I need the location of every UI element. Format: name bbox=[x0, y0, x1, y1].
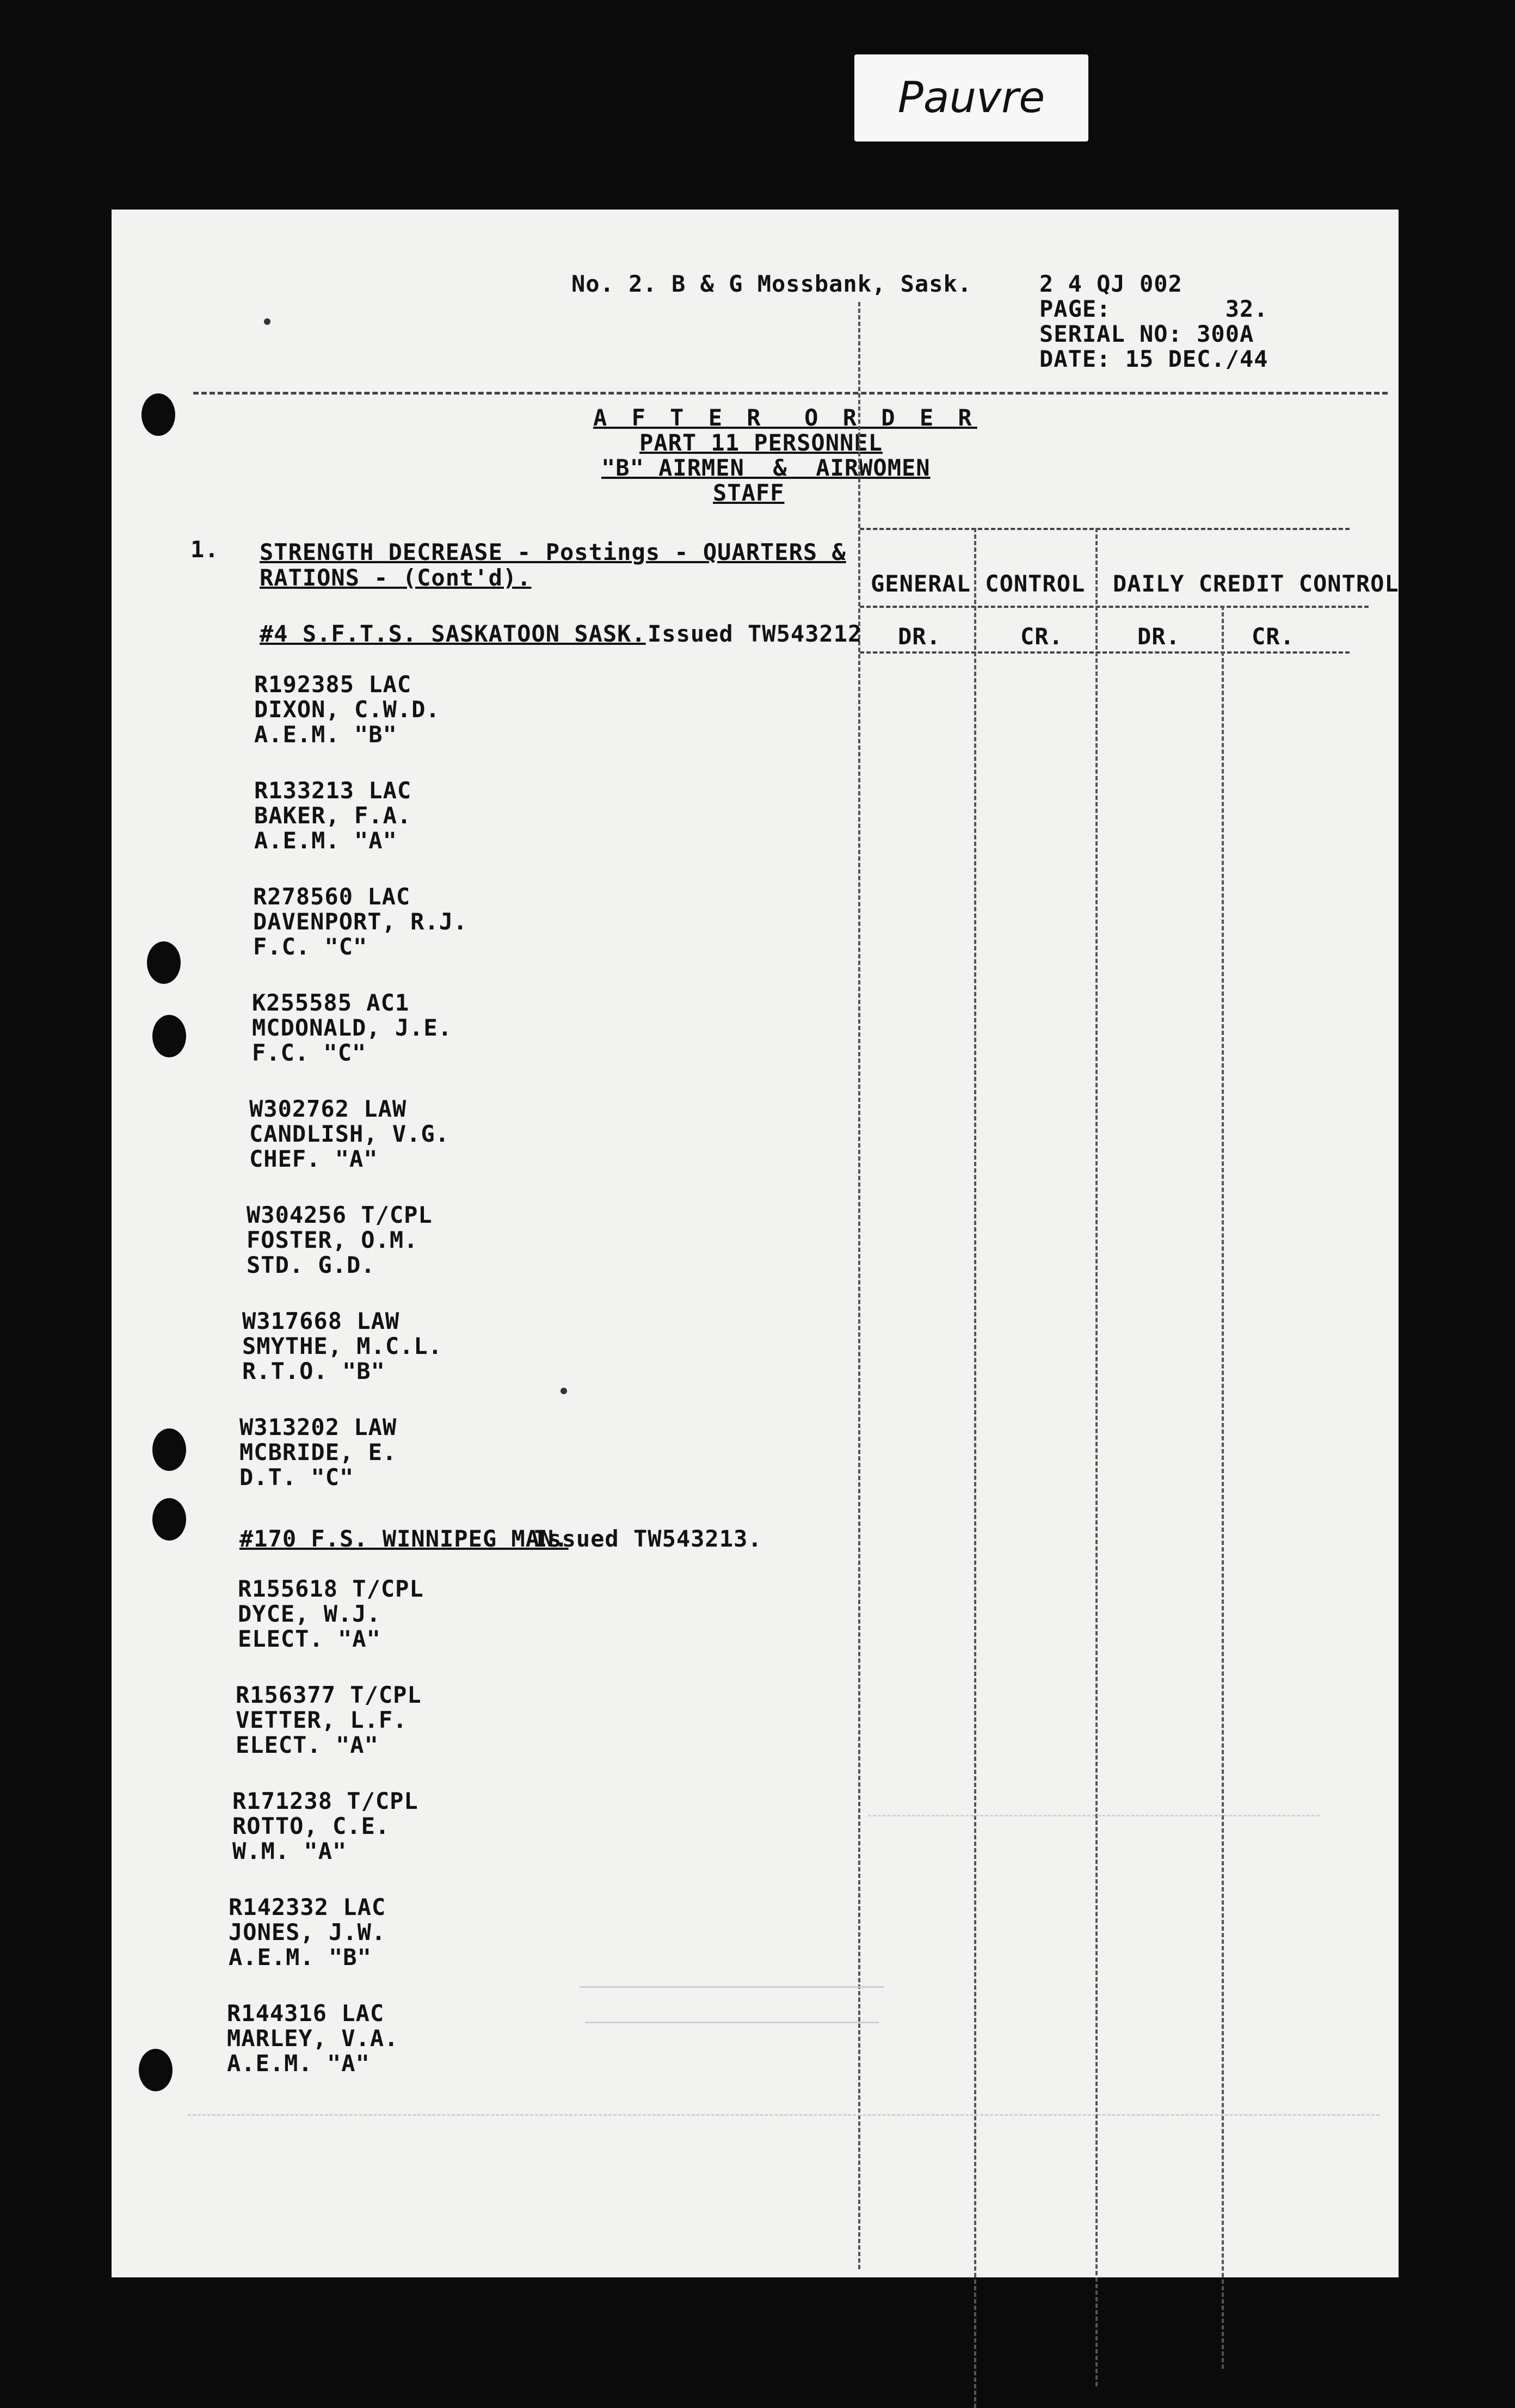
trade-class: A.E.M. "B" bbox=[229, 1944, 372, 1970]
person-name: DYCE, W.J. bbox=[238, 1600, 381, 1627]
column-top-rule bbox=[860, 528, 1350, 530]
ghost-rule bbox=[188, 2114, 1379, 2116]
person-name: DAVENPORT, R.J. bbox=[253, 908, 468, 935]
tag-label: Pauvre bbox=[897, 73, 1045, 122]
trade-class: ELECT. "A" bbox=[238, 1625, 381, 1652]
punch-hole bbox=[141, 393, 175, 436]
column-bottom-rule bbox=[860, 651, 1350, 654]
item-number: 1. bbox=[190, 536, 219, 563]
ghost-rule bbox=[585, 2022, 879, 2023]
section-heading-winnipeg: #170 F.S. WINNIPEG MAN. bbox=[239, 1525, 569, 1552]
stray-mark bbox=[561, 1388, 567, 1394]
trade-class: F.C. "C" bbox=[253, 933, 368, 960]
dr-heading-2: DR. bbox=[1137, 623, 1180, 650]
unit-name: No. 2. B & G Mossbank, Sask. bbox=[571, 270, 972, 297]
column-rule-3 bbox=[1095, 528, 1098, 2386]
service-rank: W302762 LAW bbox=[249, 1095, 407, 1122]
person-name: MCBRIDE, E. bbox=[239, 1439, 397, 1465]
punch-hole bbox=[139, 2049, 173, 2091]
order-date: DATE: 15 DEC./44 bbox=[1039, 346, 1268, 372]
service-rank: R142332 LAC bbox=[229, 1894, 386, 1920]
service-rank: R171238 T/CPL bbox=[232, 1788, 418, 1814]
service-rank: W304256 T/CPL bbox=[247, 1202, 433, 1228]
trade-class: ELECT. "A" bbox=[236, 1732, 379, 1758]
person-name: DIXON, C.W.D. bbox=[254, 696, 440, 723]
ghost-rule bbox=[580, 1986, 884, 1988]
handwritten-tag bbox=[854, 54, 1088, 141]
punch-hole bbox=[152, 1498, 186, 1541]
dr-heading-1: DR. bbox=[898, 623, 941, 650]
trade-class: R.T.O. "B" bbox=[242, 1358, 385, 1384]
service-rank: R155618 T/CPL bbox=[238, 1575, 424, 1602]
column-rule-4 bbox=[1222, 606, 1224, 2369]
cr-heading-2: CR. bbox=[1252, 623, 1295, 650]
document-page bbox=[112, 210, 1399, 2277]
order-staff: STAFF bbox=[713, 479, 785, 506]
punch-hole bbox=[152, 1428, 186, 1471]
person-name: BAKER, F.A. bbox=[254, 802, 412, 829]
ghost-rule bbox=[868, 1815, 1320, 1816]
person-name: MCDONALD, J.E. bbox=[252, 1014, 453, 1041]
item-heading-line1: STRENGTH DECREASE - Postings - QUARTERS & bbox=[260, 539, 846, 565]
trade-class: D.T. "C" bbox=[239, 1464, 354, 1491]
trade-class: W.M. "A" bbox=[232, 1838, 347, 1864]
person-name: VETTER, L.F. bbox=[236, 1707, 408, 1733]
punch-hole bbox=[147, 941, 181, 984]
section-heading-saskatoon: #4 S.F.T.S. SASKATOON SASK. bbox=[260, 620, 646, 647]
serial-number: SERIAL NO: 300A bbox=[1039, 321, 1254, 347]
service-rank: R133213 LAC bbox=[254, 777, 412, 804]
trade-class: A.E.M. "A" bbox=[254, 827, 397, 854]
person-name: JONES, J.W. bbox=[229, 1919, 386, 1945]
punch-hole bbox=[152, 1015, 186, 1057]
column-mid-rule bbox=[860, 606, 1369, 608]
header-divider bbox=[193, 392, 1388, 395]
order-code: 2 4 QJ 002 bbox=[1039, 270, 1183, 297]
person-name: FOSTER, O.M. bbox=[247, 1227, 418, 1253]
trade-class: CHEF. "A" bbox=[249, 1146, 378, 1172]
service-rank: R192385 LAC bbox=[254, 671, 412, 698]
trade-class: F.C. "C" bbox=[252, 1039, 367, 1066]
person-name: ROTTO, C.E. bbox=[232, 1813, 390, 1839]
trade-class: A.E.M. "A" bbox=[227, 2050, 370, 2077]
service-rank: W313202 LAW bbox=[239, 1414, 397, 1440]
person-name: CANDLISH, V.G. bbox=[249, 1120, 450, 1147]
general-control-heading: GENERAL CONTROL bbox=[871, 570, 1086, 597]
cr-heading-1: CR. bbox=[1020, 623, 1063, 650]
trade-class: STD. G.D. bbox=[247, 1252, 375, 1278]
section-issued-saskatoon: Issued TW543212 bbox=[648, 620, 863, 647]
order-class: "B" AIRMEN & AIRWOMEN bbox=[601, 454, 931, 481]
service-rank: K255585 AC1 bbox=[252, 989, 410, 1016]
item-heading-line2: RATIONS - (Cont'd). bbox=[260, 564, 532, 591]
trade-class: A.E.M. "B" bbox=[254, 721, 397, 748]
service-rank: R144316 LAC bbox=[227, 2000, 385, 2027]
order-part: PART 11 PERSONNEL bbox=[639, 429, 883, 456]
service-rank: W317668 LAW bbox=[242, 1308, 400, 1334]
column-rule-2 bbox=[974, 528, 976, 2408]
column-rule-left bbox=[858, 302, 860, 2269]
service-rank: R278560 LAC bbox=[253, 883, 411, 910]
daily-credit-control-heading: DAILY CREDIT CONTROL bbox=[1113, 570, 1399, 597]
person-name: SMYTHE, M.C.L. bbox=[242, 1333, 443, 1359]
section-issued-winnipeg: Issued TW543213. bbox=[533, 1525, 762, 1552]
order-title: A F T E R O R D E R bbox=[593, 404, 977, 431]
person-name: MARLEY, V.A. bbox=[227, 2025, 399, 2052]
page-number: PAGE: 32. bbox=[1039, 295, 1268, 322]
stray-mark bbox=[264, 318, 270, 325]
service-rank: R156377 T/CPL bbox=[236, 1682, 422, 1708]
